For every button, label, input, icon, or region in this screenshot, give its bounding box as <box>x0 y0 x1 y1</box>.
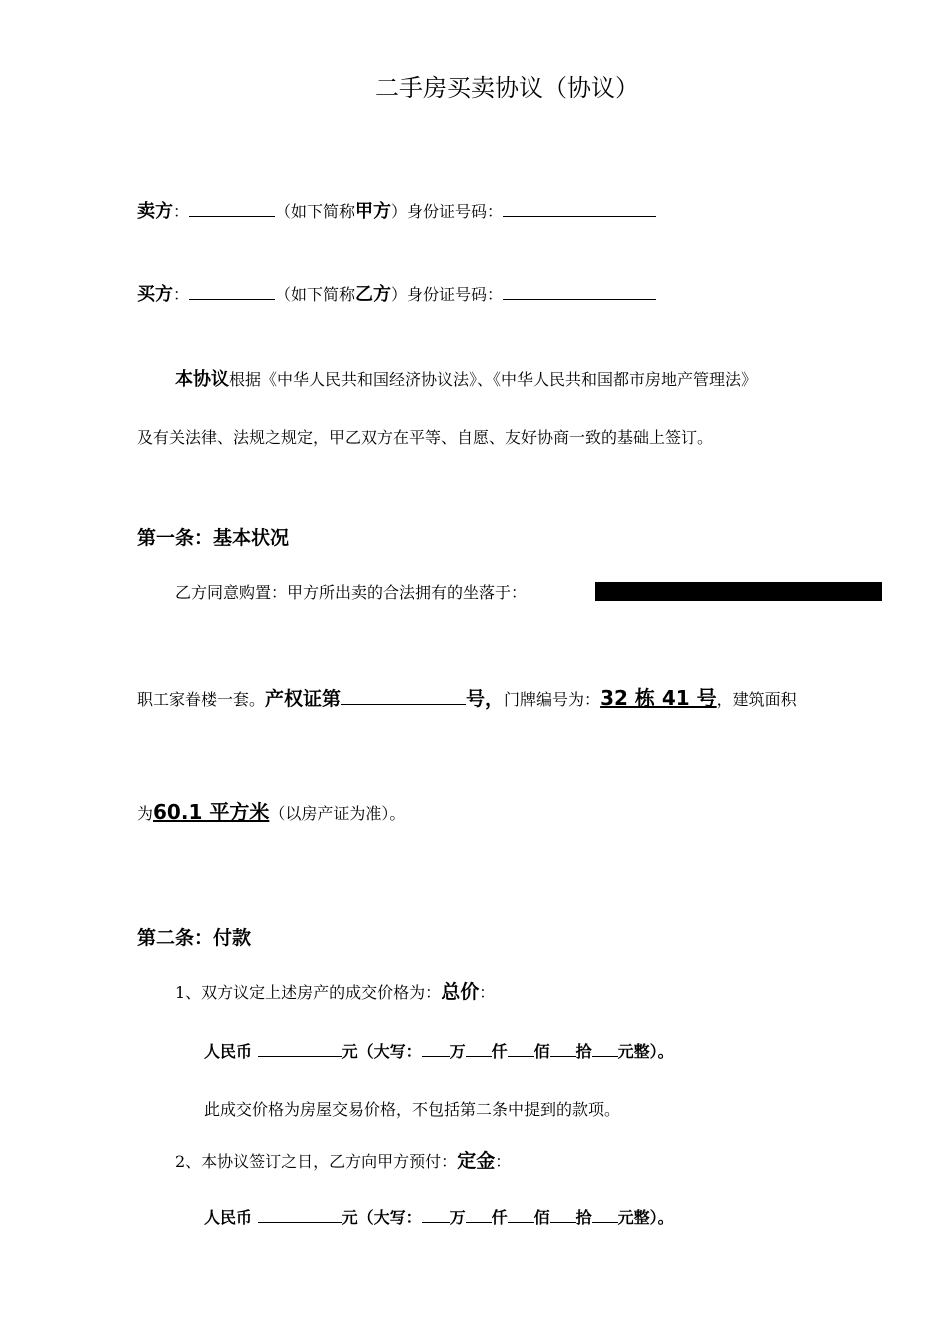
document-title: 二手房买卖协议（协议） <box>375 74 639 102</box>
buyer-id-blank <box>503 283 656 300</box>
buyer-label: 买方 <box>137 284 173 305</box>
intro-lead: 本协议 <box>175 369 229 390</box>
intro-line-2: 及有关法律、法规之规定，甲乙双方在平等、自愿、友好协商一致的基础上签订。 <box>137 428 714 447</box>
article2-item-2: 2、本协议签订之日，乙方向甲方预付：定金： <box>175 1150 512 1172</box>
article2-item-1: 1、双方议定上述房产的成交价格为：总价： <box>175 981 496 1003</box>
buyer-line: 买方： （如下简称乙方）身份证号码： <box>137 283 656 307</box>
seller-party: 甲方 <box>355 201 392 222</box>
article1-line-2: 职工家眷楼一套。产权证第 号，门牌编号为：32 栋 41 号，建筑面积 <box>137 686 797 710</box>
article1-heading: 第一条：基本状况 <box>137 527 290 549</box>
deposit-line: 人民币 元（大写： 万 仟 佰 拾 元整）。 <box>204 1208 674 1227</box>
seller-id-blank <box>503 200 656 217</box>
total-amount-blank <box>258 1040 342 1057</box>
deposit-amount-blank <box>258 1206 342 1223</box>
seller-name-blank <box>189 200 275 217</box>
total-price-line: 人民币 元（大写： 万 仟 佰 拾 元整）。 <box>204 1042 674 1061</box>
article1-line-1: 乙方同意购置：甲方所出卖的合法拥有的坐落于： <box>175 583 528 602</box>
cert-number-blank <box>341 684 466 705</box>
buyer-name-blank <box>189 283 275 300</box>
door-number: 32 栋 41 号 <box>600 686 717 710</box>
article1-line-3: 为60.1 平方米（以房产证为准）。 <box>137 800 406 824</box>
intro-line-1: 本协议根据《中华人民共和国经济协议法》、《中华人民共和国都市房地产管理法》 <box>175 369 758 390</box>
area-value: 60.1 平方米 <box>153 800 270 824</box>
price-note: 此成交价格为房屋交易价格，不包括第二条中提到的款项。 <box>204 1100 621 1119</box>
article2-heading: 第二条：付款 <box>137 927 252 949</box>
buyer-party: 乙方 <box>355 284 392 305</box>
seller-label: 卖方 <box>137 201 173 222</box>
seller-line: 卖方： （如下简称甲方）身份证号码： <box>137 200 656 224</box>
redacted-address <box>595 582 882 601</box>
